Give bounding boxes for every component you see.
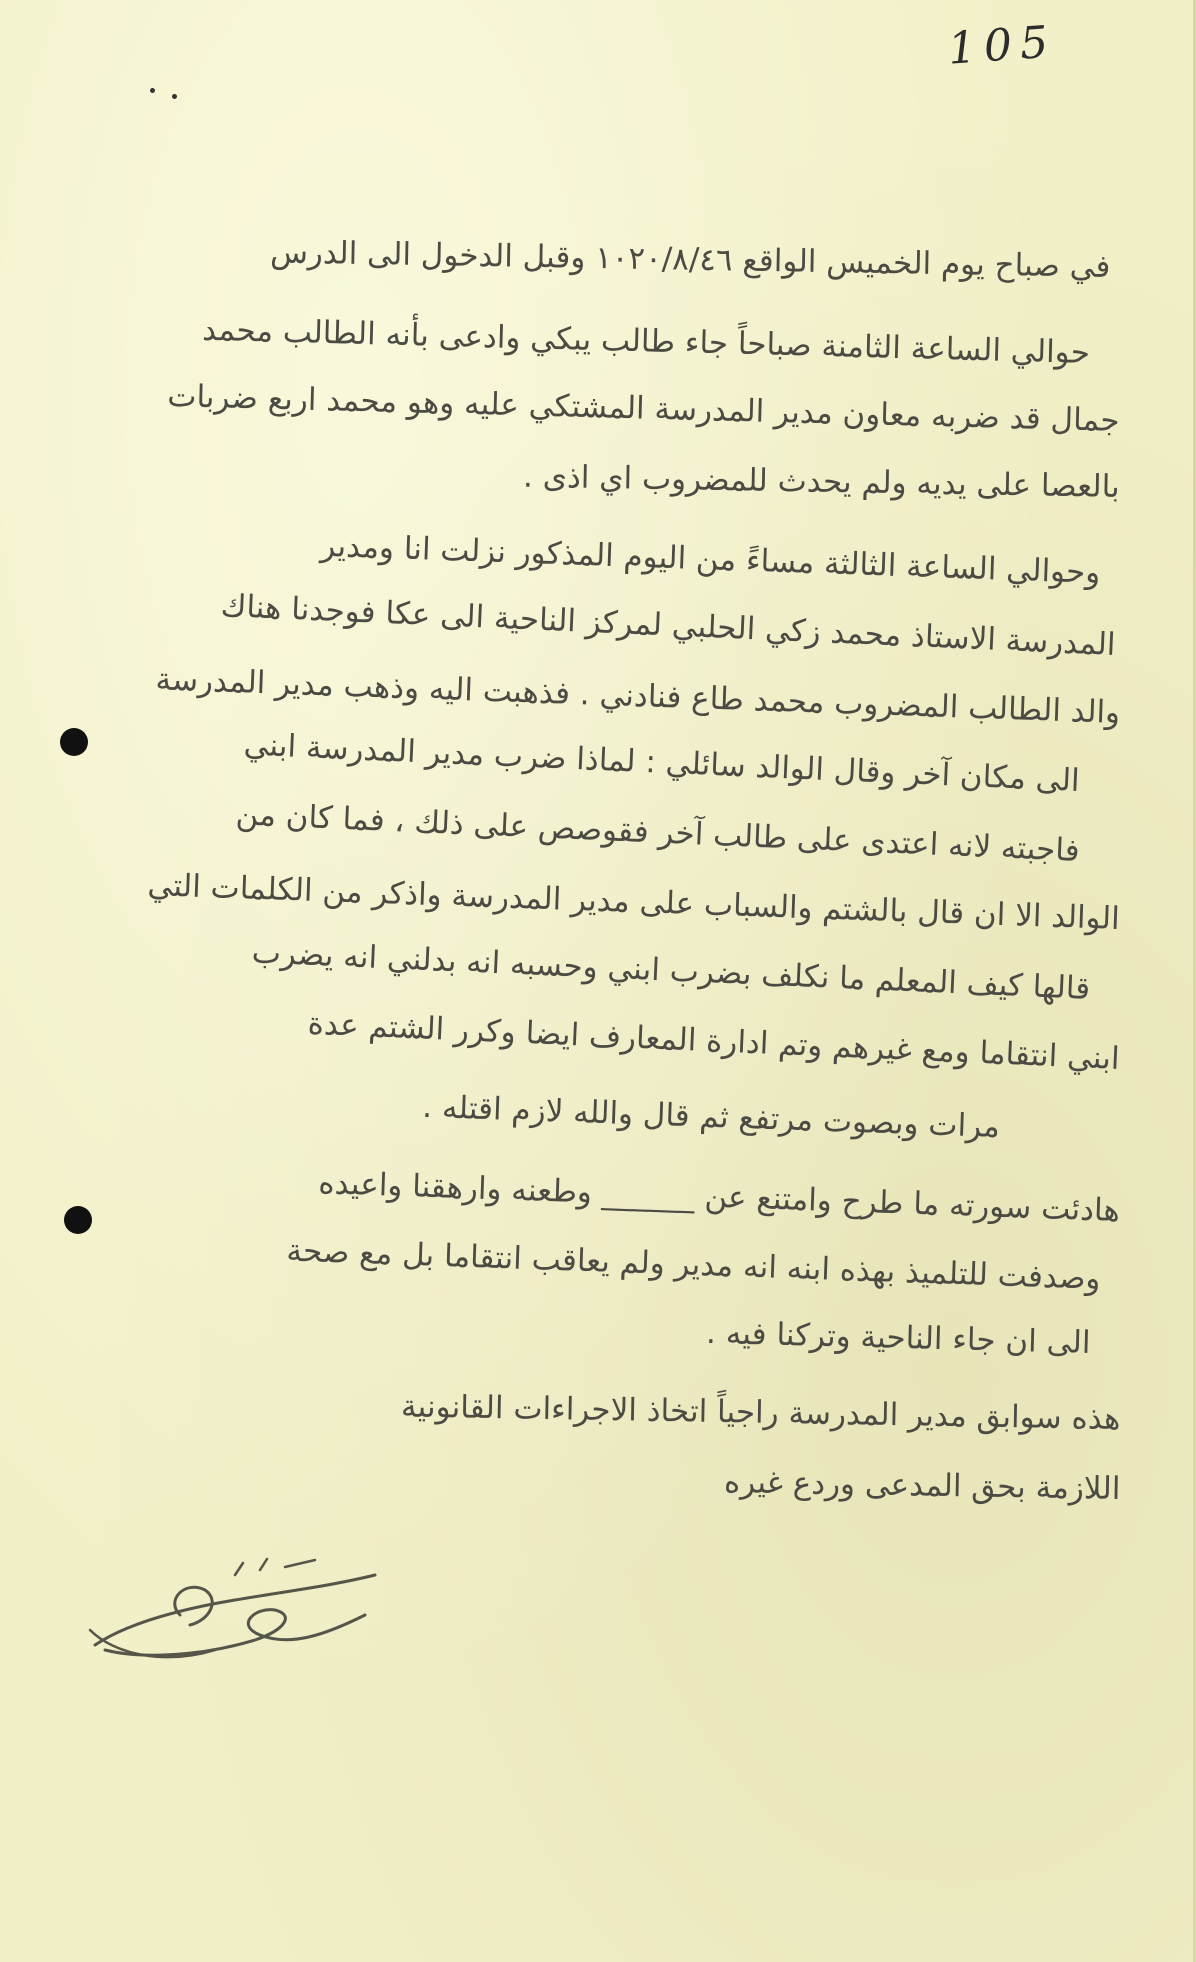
date-line: في صباح يوم الخميس الواقع ١٠٢٠/٨/٤٦ وقبل الدخول الى الدرس [269,234,1111,285]
paragraph-2-line-6: الوالد الا ان قال بالشتم والسباب على مدير المدرسة واذكر من الكلمات التي [147,867,1121,937]
paragraph-3-line-1: هادئت سورته ما طرح وامتنع عن ______ وطعنه وارهقنا واعيده [318,1165,1121,1229]
paragraph-1-line-3: بالعصا على يديه ولم يحدث للمضروب اي اذى . [523,458,1121,505]
paragraph-2-line-9: مرات وبصوت مرتفع ثم قال والله لازم اقتله . [421,1088,1001,1145]
paragraph-2-line-3: والد الطالب المضروب محمد طاع فنادني . فذهبت اليه وذهب مدير المدرسة [154,661,1121,731]
paragraph-2-line-7: قالها كيف المعلم ما نكلف بضرب ابني وحسبه انه بدلني انه يضرب [250,934,1091,1007]
paragraph-4-line-2: اللازمة بحق المدعى وردع غيره [723,1464,1121,1507]
page-number: 105 [946,16,1058,75]
paragraph-1-line-2: جمال قد ضربه معاون مدير المدرسة المشتكي عليه وهو محمد اربع ضربات [167,378,1121,439]
paragraph-2-line-4: الى مكان آخر وقال الوالد سائلي : لماذا ضرب مدير المدرسة ابني [243,726,1081,799]
ink-speck [150,88,155,93]
paragraph-1-line-1: حوالي الساعة الثامنة صباحاً جاء طالب يبكي وادعى بأنه الطالب محمد [201,311,1091,371]
paragraph-2-line-5: فاجبته لانه اعتدى على طالب آخر فقوصص على ذلك ، فما كان من [235,796,1081,869]
punch-hole-top [60,728,88,756]
handwritten-signature [85,1555,385,1665]
paragraph-3-line-3: الى ان جاء الناحية وتركنا فيه . [705,1314,1091,1361]
ink-speck [172,94,177,99]
paragraph-3-line-2: وصدفت للتلميذ بهذه ابنه انه مدير ولم يعاقب انتقاما بل مع صحة [285,1232,1101,1297]
paragraph-2-line-2: المدرسة الاستاذ محمد زكي الحلبي لمركز الناحية الى عكا فوجدنا هناك [219,587,1116,663]
paragraph-2-line-8: ابني انتقاما ومع غيرهم وتم ادارة المعارف ايضا وكرر الشتم عدة [307,1005,1121,1077]
paragraph-4-line-1: هذه سوابق مدير المدرسة راجياً اتخاذ الاجراءات القانونية [400,1388,1121,1437]
paragraph-2-line-1: وحوالي الساعة الثالثة مساءً من اليوم المذكور نزلت انا ومدير [319,527,1101,591]
punch-hole-bottom [64,1206,92,1234]
